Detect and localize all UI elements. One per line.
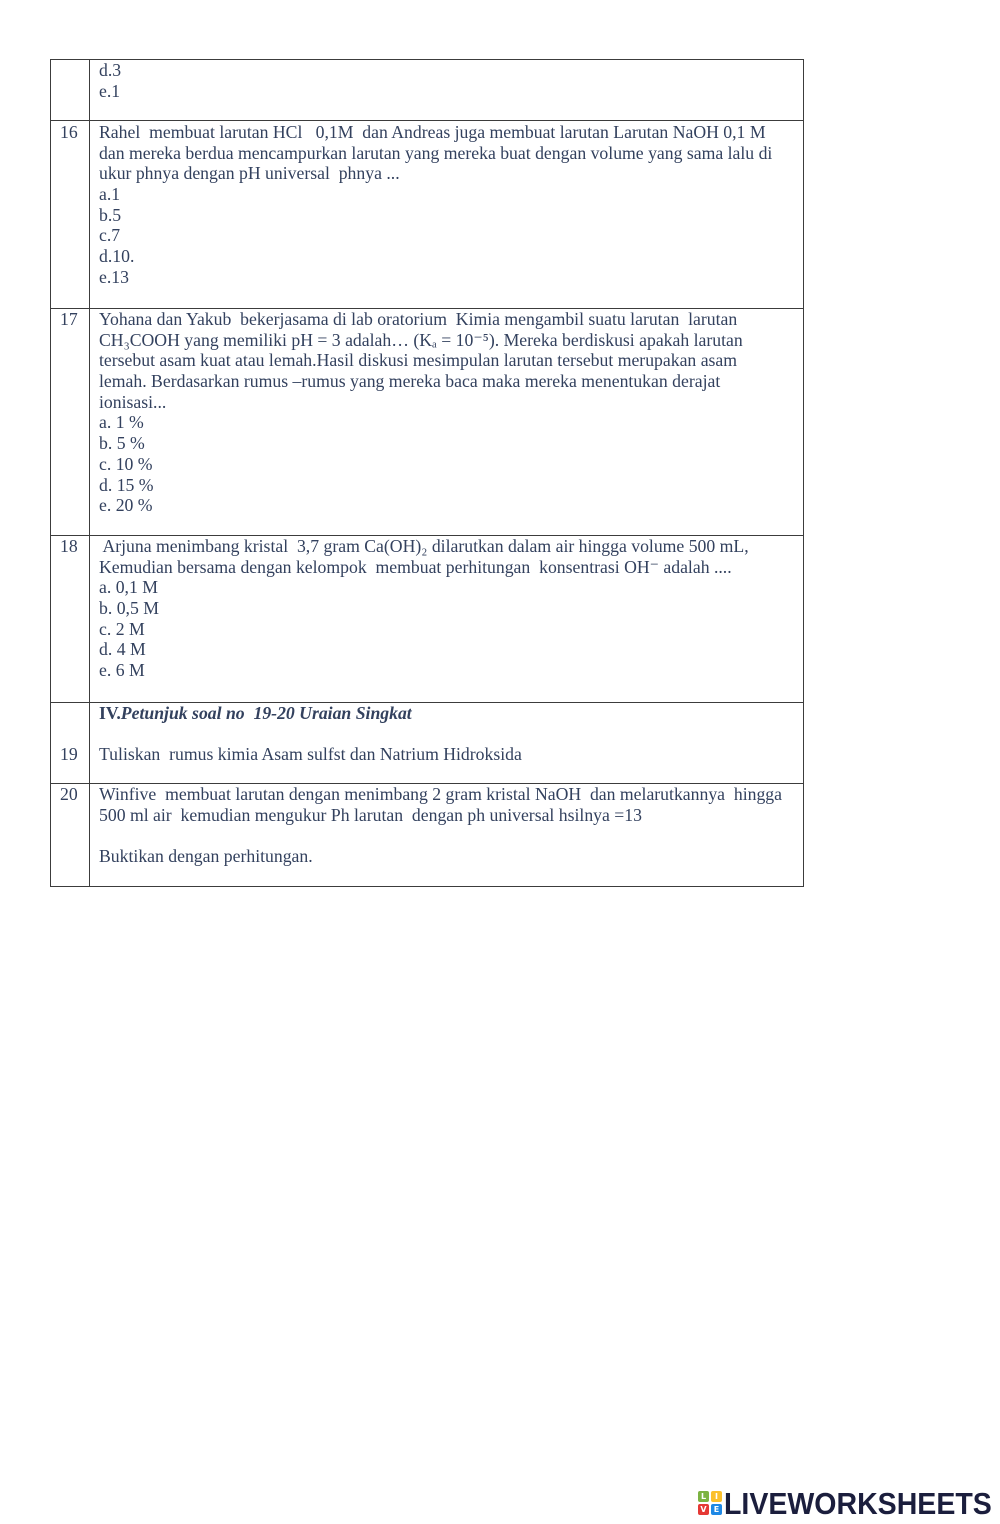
answer-option: e.1 bbox=[99, 80, 121, 101]
answer-option: e. 6 M bbox=[99, 660, 145, 681]
question-text-line: Arjuna menimbang kristal 3,7 gram Ca(OH)₂ dilarutkan dalam air hingga volume 500 mL, bbox=[99, 536, 749, 556]
question-number: 17 bbox=[60, 309, 78, 329]
answer-option: e.13 bbox=[99, 266, 129, 287]
question-text-line: Yohana dan Yakub bekerjasama di lab oratorium Kimia mengambil suatu larutan larutan bbox=[99, 309, 738, 329]
answer-option: d.10. bbox=[99, 246, 135, 267]
question-text-line: ionisasi... bbox=[99, 391, 167, 412]
answer-option: a.1 bbox=[99, 184, 121, 205]
question-number-cell bbox=[51, 703, 90, 783]
question-instruction: Buktikan dengan perhitungan. bbox=[99, 846, 313, 867]
answer-option: d.3 bbox=[99, 60, 122, 80]
question-row bbox=[51, 783, 803, 886]
question-row bbox=[51, 60, 803, 120]
question-number-cell bbox=[51, 536, 90, 702]
spacer bbox=[99, 724, 803, 745]
liveworksheets-logo-icon bbox=[698, 1491, 722, 1515]
question-body-cell bbox=[90, 703, 803, 783]
question-number: 20 bbox=[60, 784, 78, 804]
question-text-line: CH₃COOH yang memiliki pH = 3 adalah… (Kₐ = 10⁻⁵). Mereka berdiskusi apakah larutan bbox=[99, 329, 743, 350]
question-body-cell bbox=[90, 536, 803, 702]
question-body-cell bbox=[90, 309, 803, 535]
question-number-cell bbox=[51, 121, 90, 308]
question-number: 19 bbox=[60, 744, 78, 765]
question-text-line: dan mereka berdua mencampurkan larutan yang mereka buat dengan volume yang sama lalu di bbox=[99, 142, 773, 163]
question-text-line: Rahel membuat larutan HCl 0,1M dan Andreas juga membuat larutan Larutan NaOH 0,1 M bbox=[99, 122, 766, 142]
logo-tile: I bbox=[711, 1491, 722, 1502]
question-table bbox=[50, 59, 804, 887]
answer-option: b. 5 % bbox=[99, 433, 145, 454]
question-text-line: Tuliskan rumus kimia Asam sulfst dan Natrium Hidroksida bbox=[99, 744, 522, 765]
question-body-cell bbox=[90, 784, 803, 886]
question-number: 18 bbox=[60, 536, 78, 556]
liveworksheets-logo-text: LIVEWORKSHEETS bbox=[724, 1486, 992, 1521]
answer-option: e. 20 % bbox=[99, 495, 153, 516]
question-number-cell bbox=[51, 784, 90, 886]
question-text-line: tersebut asam kuat atau lemah.Hasil diskusi mesimpulan larutan tersebut merupakan asam bbox=[99, 350, 738, 371]
question-number-cell bbox=[51, 60, 90, 120]
question-number-cell bbox=[51, 309, 90, 535]
logo-tile: E bbox=[711, 1504, 722, 1515]
question-row bbox=[51, 120, 803, 308]
logo-tile: L bbox=[698, 1491, 709, 1502]
answer-option: a. 0,1 M bbox=[99, 577, 158, 598]
question-body-cell bbox=[90, 121, 803, 308]
section-heading-numeral: IV. bbox=[99, 703, 121, 723]
answer-option: d. 4 M bbox=[99, 639, 146, 660]
answer-option: b. 0,5 M bbox=[99, 598, 159, 619]
answer-option: c. 10 % bbox=[99, 453, 153, 474]
liveworksheets-logo bbox=[697, 1486, 997, 1521]
question-text-line: 500 ml air kemudian mengukur Ph larutan dengan ph universal hsilnya =13 bbox=[99, 804, 642, 825]
question-text-line: lemah. Berdasarkan rumus –rumus yang mereka baca maka mereka menentukan derajat bbox=[99, 371, 721, 392]
logo-tile: V bbox=[698, 1504, 709, 1515]
question-text-line: Winfive membuat larutan dengan menimbang 2 gram kristal NaOH dan melarutkannya hingga bbox=[99, 784, 782, 804]
question-text-line: ukur phnya dengan pH universal phnya ... bbox=[99, 163, 400, 184]
answer-option: c. 2 M bbox=[99, 618, 145, 639]
section-heading-text: Petunjuk soal no 19-20 Uraian Singkat bbox=[120, 703, 412, 723]
question-row bbox=[51, 535, 803, 702]
question-row bbox=[51, 308, 803, 535]
question-body-cell bbox=[90, 60, 803, 120]
spacer bbox=[60, 724, 89, 745]
question-number: 16 bbox=[60, 122, 78, 142]
section-heading bbox=[99, 703, 803, 724]
spacer bbox=[99, 825, 803, 846]
answer-option: d. 15 % bbox=[99, 474, 154, 495]
spacer bbox=[60, 703, 89, 724]
answer-option: a. 1 % bbox=[99, 412, 144, 433]
answer-option: b.5 bbox=[99, 204, 122, 225]
question-row bbox=[51, 702, 803, 783]
answer-option: c.7 bbox=[99, 225, 121, 246]
question-text-line: Kemudian bersama dengan kelompok membuat perhitungan konsentrasi OH⁻ adalah .... bbox=[99, 556, 732, 577]
